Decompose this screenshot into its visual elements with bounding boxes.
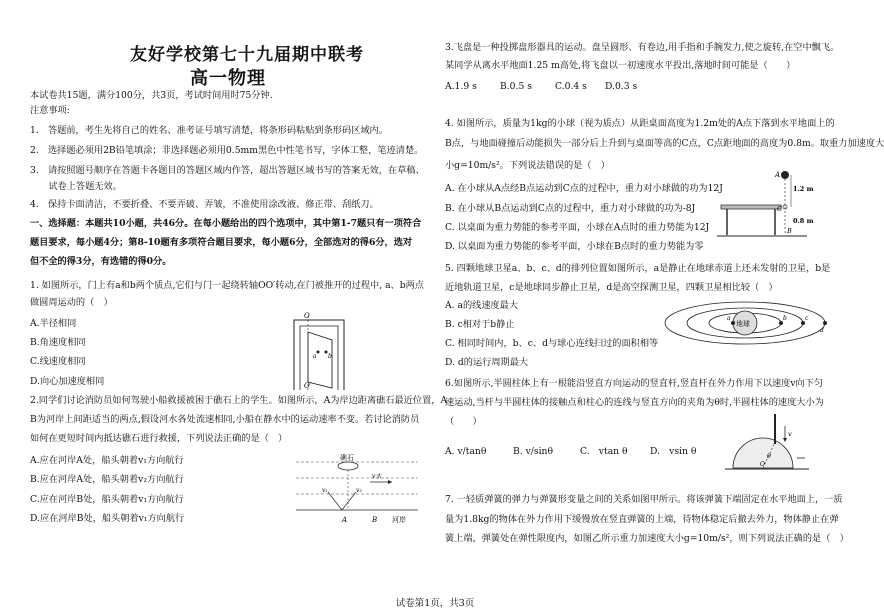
q6-fig-v: v [788,430,792,438]
q2-river-figure [292,452,422,528]
q4-stem-1: 4. 如图所示，质量为1kg的小球（视为质点）从距桌面高度为1.2m处的A点下落到水平地面上的 [445,118,835,129]
q3-option-b: B.0.5 s [500,81,532,92]
q1-fig-o-bot: O′ [304,382,312,390]
notice-1: 1. 答题前，考生先将自己的姓名、准考证号填写清楚，将条形码粘贴到条形码区域内。 [30,125,388,136]
q6-option-c: C. vtan θ [580,446,628,457]
q5-option-c: C. 相同时间内，b、c、d与球心连线扫过的面积相等 [445,338,659,349]
q4-fig-h2: 0.8 m [793,217,814,225]
section1-line3: 但不全的得3分，有选错的得0分。 [30,256,172,267]
q6-option-d: D. vsin θ [650,446,697,457]
q5-fig-a: a [727,315,731,322]
q2-fig-b: B [372,516,378,524]
q7-stem-3: 簧上端，弹簧处在弹性限度内，如图乙所示重力加速度大小g=10m/s²，则下列说法正确的是（ ） [445,533,849,544]
section1-line1: 一、选择题：本题共10小题，共46分。在每小题给出的四个选项中，其中第1-7题只有一项符合 [30,218,422,229]
notice-3-cont: 试卷上答题无效。 [30,181,122,192]
q4-option-a: A. 在小球从A点经B点运动到C点的过程中，重力对小球做的功为12J [445,183,723,194]
q4-option-c: C. 以桌面为重力势能的参考平面，小球在A点时的重力势能为12J [445,222,710,233]
q5-orbit-figure [660,298,830,348]
q1-option-c: C.线速度相同 [30,356,86,367]
q1-fig-a: a [313,353,317,360]
q6-fig-o: O [760,461,765,468]
q2-fig-va: v水 [372,473,382,480]
q6-cylinder-figure [723,412,813,474]
q5-stem-1: 5. 四颗地球卫星a、b、c、d的排列位置如图所示，a是静止在地球赤道上还未发射的卫星，b是 [445,263,831,274]
q2-option-a: A.应在河岸A处，船头朝着v₁方向航行 [30,455,184,466]
q4-fig-h1: 1.2 m [793,185,814,193]
q3-stem-2: 某同学从离水平地面1.25 m高处,将飞盘以一初速度水平投出,落地时间可能是（ ） [445,60,796,71]
q7-stem-2: 量为1.8kg的物体在外力作用下缓慢放在竖直弹簧的上端，待物体稳定后撤去外力，物体静止在弹 [445,514,839,525]
q6-option-b: B. v/sinθ [513,446,553,457]
q1-fig-o-top: O [304,312,310,320]
q3-stem-1: 3.飞盘是一种投掷盘形器具的运动。盘呈圆形、有卷边,用手指和手腕发力,使之旋转,在空中飘飞。 [445,42,840,53]
q4-fig-c: C [777,205,782,213]
q2-fig-v1: v₁ [322,487,328,494]
q4-option-d: D. 以桌面为重力势能的参考平面，小球在B点时的重力势能为零 [445,241,704,252]
q2-fig-v2: v₂ [356,487,362,494]
q5-fig-earth: 地球 [736,320,750,328]
q2-option-d: D.应在河岸B处，船头朝着v₁方向航行 [30,513,185,524]
section1-line2: 题目要求，每小题4分；第8-10题有多项符合题目要求，每小题6分，全部选对的得6分，选对 [30,237,413,248]
q4-option-b: B. 在小球从B点运动到C点的过程中，重力对小球做的功为-8J [445,203,696,214]
q2-option-b: B.应在河岸A处，船头朝着v₂方向航行 [30,474,184,485]
q1-stem-1: 1. 如图所示，门上有a和b两个质点,它们与门一起绕转轴OO′转动,在门被推开的过程中, a、b两点 [30,280,424,291]
q4-fig-b: B [787,227,792,235]
q1-option-d: D.向心加速度相同 [30,376,105,387]
q2-option-c: C.应在河岸B处，船头朝着v₁方向航行 [30,494,184,505]
q6-option-a: A. v/tanθ [445,446,487,457]
q5-option-b: B. c相对于b静止 [445,319,515,330]
q1-fig-b: b [328,353,332,360]
q2-stem-2: B为河岸上间距适当的两点,假设河水各处流速相同,小船在静水中的运动速率不变。若讨论消防员 [30,414,420,425]
q5-stem-2: 近地轨道卫星，c是地球同步静止卫星，d是高空探测卫星，四颗卫星相比较（ ） [445,282,778,293]
q4-fig-a: A [775,171,781,179]
q6-stem-3: （ ） [445,416,482,427]
q2-stem-1: 2.同学们讨论消防员如何驾驶小船救援被困于礁石上的学生。如图所示，A为岸边距离礁石最近位置，A [30,395,448,406]
q4-table-figure [715,165,814,243]
q5-fig-c: c [805,315,809,322]
subject-title: 高一物理 [190,68,266,89]
q5-option-a: A. a的线速度最大 [445,300,519,311]
q1-door-figure [282,312,372,392]
q2-fig-a: A [342,516,348,524]
q2-stem-3: 如何在更短时间内抵达礁石进行救援，下列说法正确的是（ ） [30,433,288,444]
exam-title: 友好学校第七十九届期中联考 [130,45,364,65]
q5-fig-d: d [820,327,824,334]
q7-stem-1: 7. 一轻质弹簧的弹力与弹簧形变量之间的关系如图甲所示。将该弹簧下端固定在水平地面上，一质 [445,494,843,505]
q4-stem-3: 小g=10m/s²。下列说法错误的是（ ） [445,160,610,171]
q3-option-c: C.0.4 s [555,81,587,92]
q5-option-d: D. d的运行周期最大 [445,357,529,368]
page-footer: 试卷第1页，共3页 [395,598,475,609]
q6-stem-2: 速运动,当杆与半圆柱体的接触点和柱心的连线与竖直方向的夹角为θ时,半圆柱体的速度大小为 [445,397,824,408]
notice-4: 4. 保持卡面清洁，不要折叠、不要弄破、弄皱，不准使用涂改液、修正带、刮纸刀。 [30,199,379,210]
notice-3: 3. 请按照题号顺序在答题卡各题目的答题区域内作答，超出答题区域书写的答案无效，在草稿、 [30,165,425,176]
q6-stem-1: 6.如图所示,半圆柱体上有一根能沿竖直方向运动的竖直杆,竖直杆在外力作用下以速度v向下匀 [445,378,824,389]
notice-2: 2. 选择题必须用2B铅笔填涂；非选择题必须用0.5mm黑色中性笔书写，字体工整，笔迹清楚。 [30,145,424,156]
q5-fig-b: b [783,315,787,322]
q1-option-a: A.半径相同 [30,318,77,329]
q6-fig-theta: θ [767,452,771,460]
notice-heading: 注意事项: [30,105,70,116]
q2-fig-shore: 河岸 [392,516,406,524]
exam-info: 本试卷共15题，满分100分，共3页，考试时间用时75分钟. [30,90,273,101]
q3-option-a: A.1.9 s [445,81,477,92]
q1-option-b: B.角速度相同 [30,337,86,348]
q3-option-d: D.0.3 s [605,81,638,92]
q1-stem-2: 做圆周运动的（ ） [30,297,113,308]
q4-stem-2: B点，与地面碰撞后动能损失一部分后上升到与桌面等高的C点，C点距地面的高度为0.8m。取重力加速度大 [445,138,884,149]
q2-fig-rock: 礁石 [340,454,354,462]
